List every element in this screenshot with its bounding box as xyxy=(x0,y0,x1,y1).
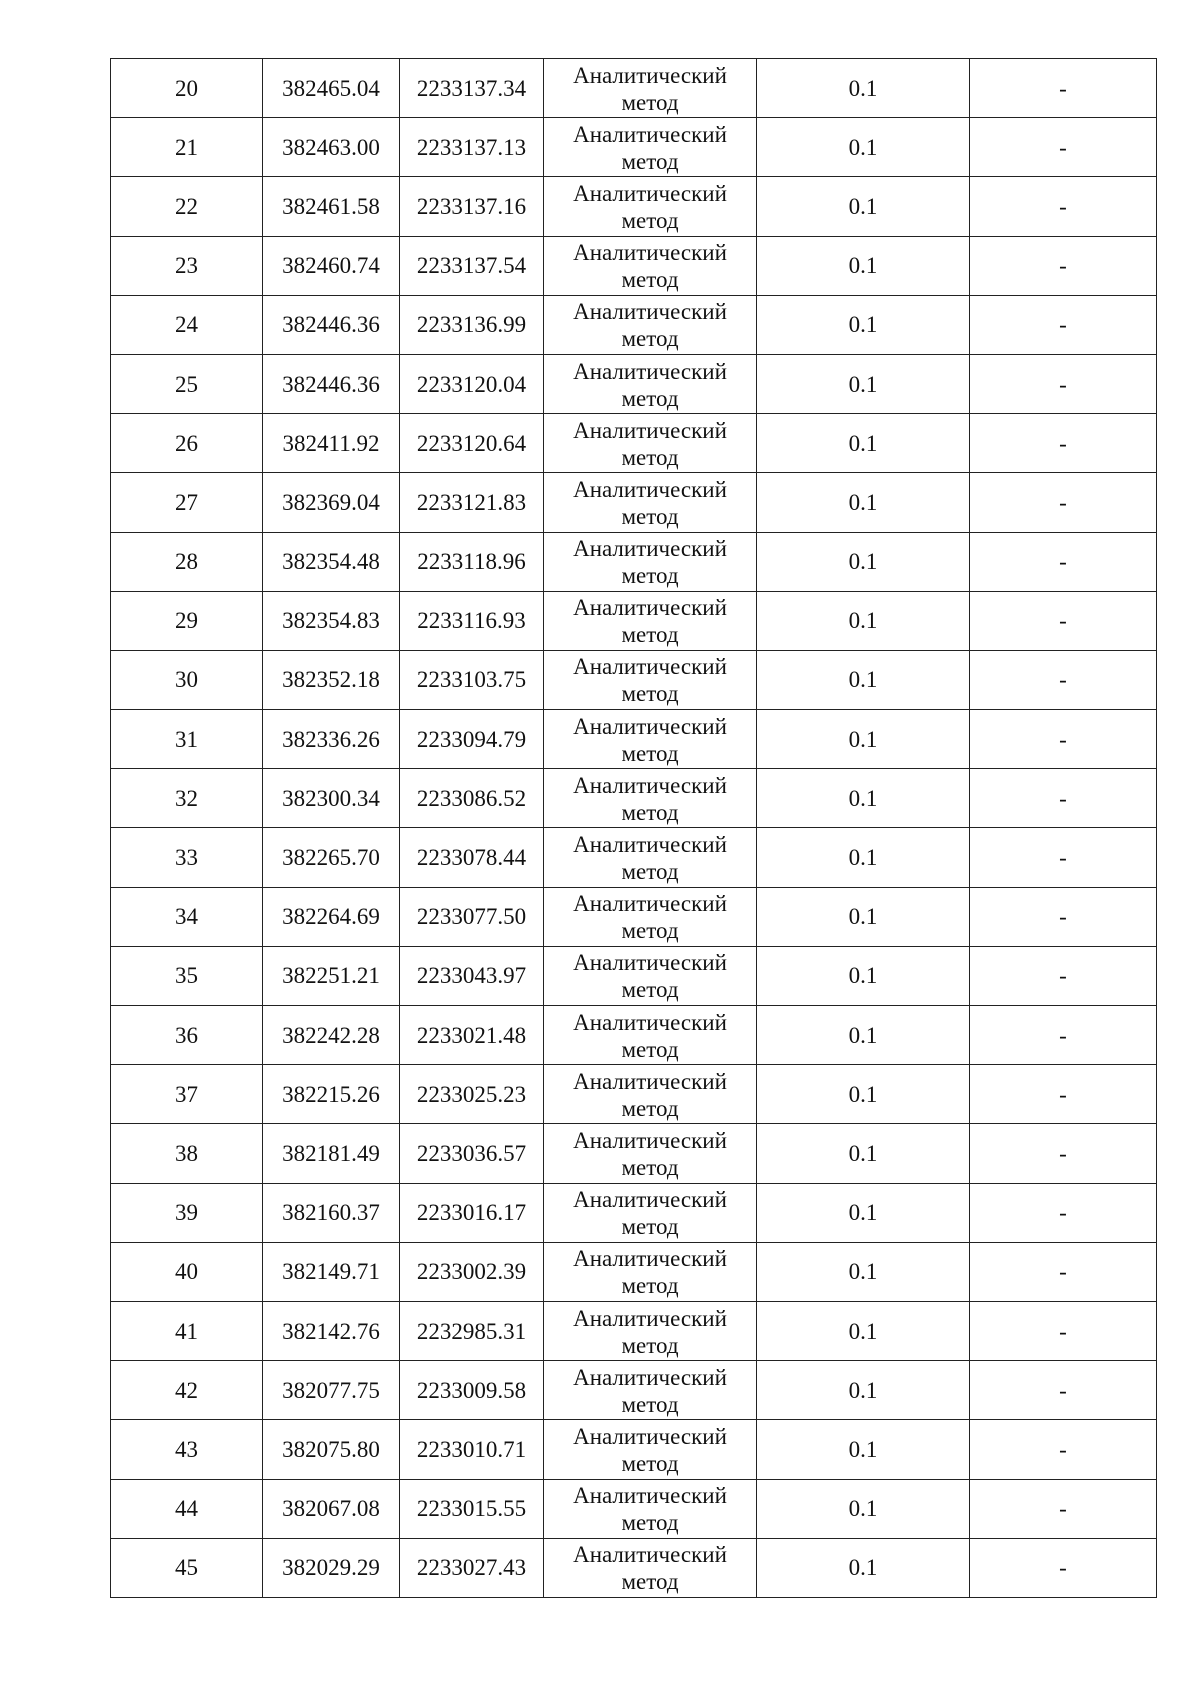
method-cell xyxy=(544,946,757,1005)
x-coordinate-cell: 382352.18 xyxy=(263,650,400,709)
y-coordinate-cell: 2233120.64 xyxy=(400,414,544,473)
x-coordinate-cell: 382463.00 xyxy=(263,118,400,177)
x-coordinate-cell: 382300.34 xyxy=(263,769,400,828)
y-coordinate-cell: 2233025.23 xyxy=(400,1065,544,1124)
point-number-cell: 41 xyxy=(111,1301,263,1360)
accuracy-cell: 0.1 xyxy=(757,1065,970,1124)
y-coordinate-cell: 2233121.83 xyxy=(400,473,544,532)
note-cell: - xyxy=(970,532,1157,591)
method-line-2: метод xyxy=(621,503,679,529)
method-line-2: метод xyxy=(621,444,679,470)
x-coordinate-cell: 382369.04 xyxy=(263,473,400,532)
point-number-cell: 40 xyxy=(111,1242,263,1301)
note-cell: - xyxy=(970,1183,1157,1242)
method-line-2: метод xyxy=(621,799,679,825)
note-cell: - xyxy=(970,354,1157,413)
method-line-2: метод xyxy=(621,148,679,174)
point-number-cell: 21 xyxy=(111,118,263,177)
method-cell xyxy=(544,177,757,236)
method-cell xyxy=(544,59,757,118)
x-coordinate-cell: 382160.37 xyxy=(263,1183,400,1242)
x-coordinate-cell: 382446.36 xyxy=(263,354,400,413)
table-row xyxy=(111,650,1157,709)
method-cell xyxy=(544,1361,757,1420)
note-cell: - xyxy=(970,236,1157,295)
method-cell xyxy=(544,1065,757,1124)
y-coordinate-cell: 2233077.50 xyxy=(400,887,544,946)
note-cell: - xyxy=(970,1124,1157,1183)
method-line-1: Аналитический xyxy=(573,417,727,443)
method-line-2: метод xyxy=(621,1391,679,1417)
method-line-2: метод xyxy=(621,1154,679,1180)
y-coordinate-cell: 2232985.31 xyxy=(400,1301,544,1360)
note-cell: - xyxy=(970,710,1157,769)
table-row xyxy=(111,1301,1157,1360)
method-line-2: метод xyxy=(621,207,679,233)
point-number-cell: 28 xyxy=(111,532,263,591)
point-number-cell: 23 xyxy=(111,236,263,295)
x-coordinate-cell: 382215.26 xyxy=(263,1065,400,1124)
note-cell: - xyxy=(970,1361,1157,1420)
table-row xyxy=(111,1538,1157,1597)
y-coordinate-cell: 2233120.04 xyxy=(400,354,544,413)
table-row xyxy=(111,591,1157,650)
x-coordinate-cell: 382354.48 xyxy=(263,532,400,591)
x-coordinate-cell: 382465.04 xyxy=(263,59,400,118)
table-row xyxy=(111,710,1157,769)
x-coordinate-cell: 382251.21 xyxy=(263,946,400,1005)
method-line-1: Аналитический xyxy=(573,654,727,680)
method-cell xyxy=(544,591,757,650)
note-cell: - xyxy=(970,591,1157,650)
accuracy-cell: 0.1 xyxy=(757,1420,970,1479)
note-cell: - xyxy=(970,473,1157,532)
note-cell: - xyxy=(970,295,1157,354)
method-cell xyxy=(544,1124,757,1183)
x-coordinate-cell: 382336.26 xyxy=(263,710,400,769)
accuracy-cell: 0.1 xyxy=(757,1124,970,1183)
accuracy-cell: 0.1 xyxy=(757,650,970,709)
accuracy-cell: 0.1 xyxy=(757,591,970,650)
table-row xyxy=(111,177,1157,236)
accuracy-cell: 0.1 xyxy=(757,1361,970,1420)
method-cell xyxy=(544,473,757,532)
table-row xyxy=(111,236,1157,295)
note-cell: - xyxy=(970,1538,1157,1597)
point-number-cell: 29 xyxy=(111,591,263,650)
accuracy-cell: 0.1 xyxy=(757,1479,970,1538)
point-number-cell: 38 xyxy=(111,1124,263,1183)
method-line-1: Аналитический xyxy=(573,950,727,976)
point-number-cell: 42 xyxy=(111,1361,263,1420)
method-line-2: метод xyxy=(621,385,679,411)
y-coordinate-cell: 2233118.96 xyxy=(400,532,544,591)
table-row xyxy=(111,946,1157,1005)
table-row xyxy=(111,414,1157,473)
x-coordinate-cell: 382446.36 xyxy=(263,295,400,354)
table-row xyxy=(111,1065,1157,1124)
x-coordinate-cell: 382149.71 xyxy=(263,1242,400,1301)
note-cell: - xyxy=(970,1065,1157,1124)
point-number-cell: 35 xyxy=(111,946,263,1005)
point-number-cell: 31 xyxy=(111,710,263,769)
method-line-1: Аналитический xyxy=(573,358,727,384)
table-row xyxy=(111,1242,1157,1301)
x-coordinate-cell: 382264.69 xyxy=(263,887,400,946)
method-cell xyxy=(544,887,757,946)
accuracy-cell: 0.1 xyxy=(757,1242,970,1301)
x-coordinate-cell: 382265.70 xyxy=(263,828,400,887)
y-coordinate-cell: 2233094.79 xyxy=(400,710,544,769)
table-row xyxy=(111,1124,1157,1183)
method-line-1: Аналитический xyxy=(573,476,727,502)
x-coordinate-cell: 382181.49 xyxy=(263,1124,400,1183)
y-coordinate-cell: 2233103.75 xyxy=(400,650,544,709)
method-line-1: Аналитический xyxy=(573,299,727,325)
note-cell: - xyxy=(970,1006,1157,1065)
method-line-1: Аналитический xyxy=(573,1483,727,1509)
accuracy-cell: 0.1 xyxy=(757,1538,970,1597)
method-line-2: метод xyxy=(621,1273,679,1299)
method-line-1: Аналитический xyxy=(573,832,727,858)
note-cell: - xyxy=(970,177,1157,236)
x-coordinate-cell: 382075.80 xyxy=(263,1420,400,1479)
note-cell: - xyxy=(970,1242,1157,1301)
y-coordinate-cell: 2233137.34 xyxy=(400,59,544,118)
method-line-2: метод xyxy=(621,859,679,885)
accuracy-cell: 0.1 xyxy=(757,828,970,887)
y-coordinate-cell: 2233036.57 xyxy=(400,1124,544,1183)
method-line-2: метод xyxy=(621,1095,679,1121)
table-row xyxy=(111,1361,1157,1420)
table-row xyxy=(111,118,1157,177)
y-coordinate-cell: 2233021.48 xyxy=(400,1006,544,1065)
accuracy-cell: 0.1 xyxy=(757,414,970,473)
x-coordinate-cell: 382242.28 xyxy=(263,1006,400,1065)
method-line-1: Аналитический xyxy=(573,1187,727,1213)
y-coordinate-cell: 2233086.52 xyxy=(400,769,544,828)
method-cell xyxy=(544,295,757,354)
y-coordinate-cell: 2233016.17 xyxy=(400,1183,544,1242)
table-row xyxy=(111,473,1157,532)
point-number-cell: 39 xyxy=(111,1183,263,1242)
x-coordinate-cell: 382029.29 xyxy=(263,1538,400,1597)
method-line-2: метод xyxy=(621,977,679,1003)
x-coordinate-cell: 382460.74 xyxy=(263,236,400,295)
method-line-1: Аналитический xyxy=(573,1127,727,1153)
method-line-1: Аналитический xyxy=(573,1305,727,1331)
accuracy-cell: 0.1 xyxy=(757,710,970,769)
accuracy-cell: 0.1 xyxy=(757,473,970,532)
note-cell: - xyxy=(970,946,1157,1005)
method-cell xyxy=(544,710,757,769)
method-line-1: Аналитический xyxy=(573,1009,727,1035)
point-number-cell: 26 xyxy=(111,414,263,473)
point-number-cell: 36 xyxy=(111,1006,263,1065)
table-row xyxy=(111,1183,1157,1242)
method-cell xyxy=(544,1479,757,1538)
point-number-cell: 30 xyxy=(111,650,263,709)
table-row xyxy=(111,769,1157,828)
note-cell: - xyxy=(970,1479,1157,1538)
method-line-1: Аналитический xyxy=(573,595,727,621)
x-coordinate-cell: 382067.08 xyxy=(263,1479,400,1538)
accuracy-cell: 0.1 xyxy=(757,236,970,295)
accuracy-cell: 0.1 xyxy=(757,532,970,591)
table-row xyxy=(111,887,1157,946)
accuracy-cell: 0.1 xyxy=(757,769,970,828)
point-number-cell: 37 xyxy=(111,1065,263,1124)
accuracy-cell: 0.1 xyxy=(757,295,970,354)
accuracy-cell: 0.1 xyxy=(757,1183,970,1242)
accuracy-cell: 0.1 xyxy=(757,1006,970,1065)
note-cell: - xyxy=(970,1420,1157,1479)
accuracy-cell: 0.1 xyxy=(757,59,970,118)
x-coordinate-cell: 382411.92 xyxy=(263,414,400,473)
y-coordinate-cell: 2233137.54 xyxy=(400,236,544,295)
y-coordinate-cell: 2233116.93 xyxy=(400,591,544,650)
method-line-2: метод xyxy=(621,1036,679,1062)
y-coordinate-cell: 2233009.58 xyxy=(400,1361,544,1420)
method-line-2: метод xyxy=(621,918,679,944)
point-number-cell: 44 xyxy=(111,1479,263,1538)
method-line-2: метод xyxy=(621,1450,679,1476)
x-coordinate-cell: 382354.83 xyxy=(263,591,400,650)
point-number-cell: 27 xyxy=(111,473,263,532)
method-cell xyxy=(544,236,757,295)
method-line-1: Аналитический xyxy=(573,180,727,206)
method-line-2: метод xyxy=(621,1214,679,1240)
table-row xyxy=(111,1479,1157,1538)
method-cell xyxy=(544,1301,757,1360)
method-cell xyxy=(544,1420,757,1479)
method-line-2: метод xyxy=(621,1510,679,1536)
point-number-cell: 45 xyxy=(111,1538,263,1597)
method-line-2: метод xyxy=(621,1332,679,1358)
note-cell: - xyxy=(970,828,1157,887)
method-line-2: метод xyxy=(621,89,679,115)
accuracy-cell: 0.1 xyxy=(757,887,970,946)
method-cell xyxy=(544,1006,757,1065)
y-coordinate-cell: 2233010.71 xyxy=(400,1420,544,1479)
method-line-1: Аналитический xyxy=(573,1364,727,1390)
note-cell: - xyxy=(970,650,1157,709)
method-line-2: метод xyxy=(621,1569,679,1595)
accuracy-cell: 0.1 xyxy=(757,946,970,1005)
note-cell: - xyxy=(970,59,1157,118)
table-row xyxy=(111,354,1157,413)
method-line-2: метод xyxy=(621,326,679,352)
note-cell: - xyxy=(970,1301,1157,1360)
x-coordinate-cell: 382461.58 xyxy=(263,177,400,236)
y-coordinate-cell: 2233002.39 xyxy=(400,1242,544,1301)
accuracy-cell: 0.1 xyxy=(757,354,970,413)
y-coordinate-cell: 2233137.16 xyxy=(400,177,544,236)
y-coordinate-cell: 2233027.43 xyxy=(400,1538,544,1597)
coordinates-table-body xyxy=(111,59,1157,1598)
table-row xyxy=(111,295,1157,354)
method-line-1: Аналитический xyxy=(573,121,727,147)
method-cell xyxy=(544,769,757,828)
note-cell: - xyxy=(970,118,1157,177)
method-line-1: Аналитический xyxy=(573,1068,727,1094)
method-cell xyxy=(544,650,757,709)
y-coordinate-cell: 2233078.44 xyxy=(400,828,544,887)
coordinates-table xyxy=(110,58,1157,1598)
method-line-2: метод xyxy=(621,622,679,648)
method-cell xyxy=(544,1538,757,1597)
method-line-1: Аналитический xyxy=(573,1542,727,1568)
table-row xyxy=(111,828,1157,887)
method-line-1: Аналитический xyxy=(573,891,727,917)
table-row xyxy=(111,532,1157,591)
method-line-1: Аналитический xyxy=(573,713,727,739)
method-line-1: Аналитический xyxy=(573,1246,727,1272)
method-cell xyxy=(544,414,757,473)
accuracy-cell: 0.1 xyxy=(757,118,970,177)
method-line-1: Аналитический xyxy=(573,240,727,266)
method-line-2: метод xyxy=(621,267,679,293)
method-cell xyxy=(544,354,757,413)
point-number-cell: 20 xyxy=(111,59,263,118)
method-cell xyxy=(544,1242,757,1301)
method-line-1: Аналитический xyxy=(573,772,727,798)
point-number-cell: 24 xyxy=(111,295,263,354)
y-coordinate-cell: 2233136.99 xyxy=(400,295,544,354)
method-cell xyxy=(544,828,757,887)
note-cell: - xyxy=(970,887,1157,946)
point-number-cell: 32 xyxy=(111,769,263,828)
method-line-1: Аналитический xyxy=(573,1423,727,1449)
method-line-1: Аналитический xyxy=(573,536,727,562)
y-coordinate-cell: 2233043.97 xyxy=(400,946,544,1005)
table-row xyxy=(111,1006,1157,1065)
point-number-cell: 43 xyxy=(111,1420,263,1479)
point-number-cell: 25 xyxy=(111,354,263,413)
method-cell xyxy=(544,1183,757,1242)
note-cell: - xyxy=(970,769,1157,828)
method-cell xyxy=(544,118,757,177)
point-number-cell: 33 xyxy=(111,828,263,887)
x-coordinate-cell: 382077.75 xyxy=(263,1361,400,1420)
point-number-cell: 34 xyxy=(111,887,263,946)
method-line-2: метод xyxy=(621,563,679,589)
method-line-2: метод xyxy=(621,740,679,766)
method-cell xyxy=(544,532,757,591)
y-coordinate-cell: 2233137.13 xyxy=(400,118,544,177)
table-row xyxy=(111,59,1157,118)
accuracy-cell: 0.1 xyxy=(757,1301,970,1360)
accuracy-cell: 0.1 xyxy=(757,177,970,236)
note-cell: - xyxy=(970,414,1157,473)
method-line-2: метод xyxy=(621,681,679,707)
y-coordinate-cell: 2233015.55 xyxy=(400,1479,544,1538)
table-row xyxy=(111,1420,1157,1479)
method-line-1: Аналитический xyxy=(573,62,727,88)
point-number-cell: 22 xyxy=(111,177,263,236)
x-coordinate-cell: 382142.76 xyxy=(263,1301,400,1360)
